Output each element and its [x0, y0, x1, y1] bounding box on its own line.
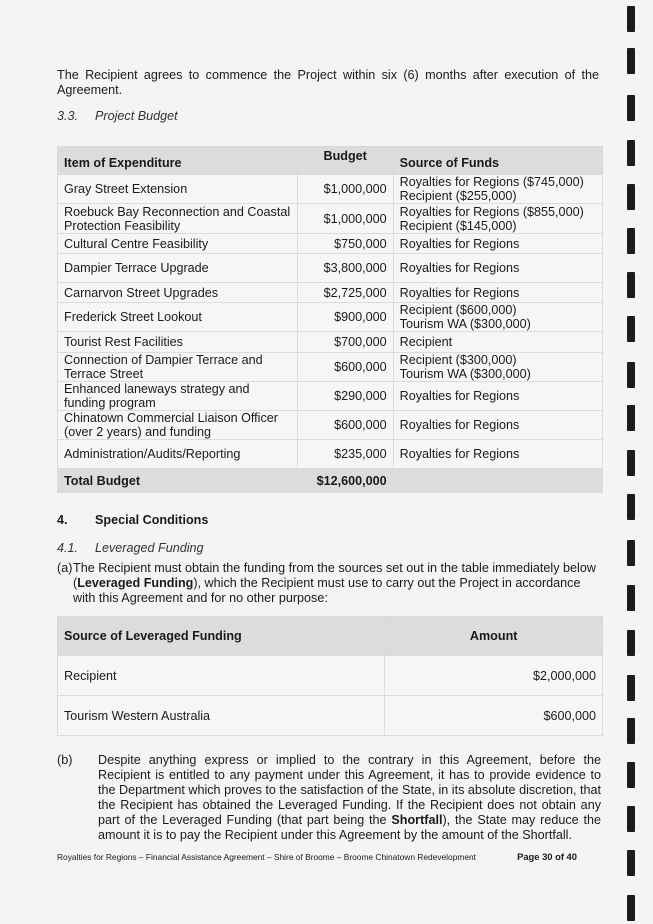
table-row	[58, 382, 603, 411]
source-of-funds-cell	[393, 353, 602, 382]
source-of-funds-cell-line: Royalties for Regions ($855,000)	[399, 204, 584, 219]
budget-amount-cell: $3,800,000	[297, 254, 393, 283]
source-of-funds-cell-line: Royalties for Regions	[399, 389, 520, 403]
paragraph-text: The Recipient must obtain the funding from the sources set out in the table immediately below (	[73, 561, 596, 590]
expenditure-item-cell: Carnarvon Street Upgrades	[58, 283, 298, 303]
table-row	[58, 303, 603, 332]
budget-amount-cell: $1,000,000	[297, 175, 393, 204]
header-source: Source of Funds	[393, 147, 602, 175]
source-of-funds-cell-line: Tourism WA ($300,000)	[399, 317, 531, 331]
project-budget-table	[57, 146, 603, 493]
source-of-funds-cell	[393, 234, 602, 254]
expenditure-item-cell-line: Roebuck Bay Reconnection and Coastal	[64, 204, 291, 219]
paragraph-text: ), which the Recipient must use to carry out the Project in accordance with this Agreement and for no other purpose:	[73, 576, 581, 605]
table-row	[58, 234, 603, 254]
table-row	[58, 332, 603, 353]
table-row	[58, 283, 603, 303]
source-of-funds-cell-line: Royalties for Regions	[399, 236, 520, 251]
subsection-title: Project Budget	[95, 109, 178, 123]
header-budget: Budget	[297, 147, 393, 175]
expenditure-item-cell	[58, 382, 298, 411]
budget-amount-cell: $700,000	[297, 332, 393, 353]
source-of-funds-cell	[393, 303, 602, 332]
expenditure-item-cell: Tourist Rest Facilities	[58, 332, 298, 353]
source-of-funds-cell-line: Recipient ($145,000)	[399, 218, 517, 233]
expenditure-item-cell: Dampier Terrace Upgrade	[58, 254, 298, 283]
total-row	[58, 469, 603, 493]
intro-paragraph: The Recipient agrees to commence the Project within six (6) months after execution of the Agreement.	[57, 68, 599, 97]
source-of-funds-cell	[393, 175, 602, 204]
paragraph-text: Despite anything express or implied to the contrary in this Agreement, before the Recipient is entitled to any payment under this Agreement, it has to provide evidence to the Department which proves to the satisfaction of the State, in its absolute discretion, that the Recipient has obtained the Leveraged Funding. If the Recipient does not obtain any part of the Leveraged Funding (that part being the	[98, 753, 601, 827]
source-of-funds-cell	[393, 204, 602, 234]
section-title: Special Conditions	[95, 513, 209, 527]
source-of-funds-cell-line: Recipient ($255,000)	[399, 189, 517, 203]
binding-holes	[627, 0, 641, 924]
table-row	[58, 696, 603, 736]
table-header-row	[58, 147, 603, 175]
budget-amount-cell: $2,725,000	[297, 283, 393, 303]
paragraph-text: ), the State may reduce the amount it is to pay the Recipient under this Agreement by the amount of the Shortfall.	[98, 813, 602, 842]
defined-term: Leveraged Funding	[77, 576, 194, 590]
table-header-row	[58, 617, 603, 656]
expenditure-item-cell: Administration/Audits/Reporting	[58, 440, 298, 469]
page-footer	[57, 852, 577, 862]
amount-cell: $2,000,000	[385, 656, 603, 696]
source-of-funds-cell-line: Royalties for Regions	[399, 447, 520, 461]
source-of-funds-cell-line: Recipient ($600,000)	[399, 303, 517, 317]
expenditure-item-cell: Cultural Centre Feasibility	[58, 234, 298, 254]
subsection-3-3-heading	[57, 109, 178, 123]
source-of-funds-cell-line: Royalties for Regions ($745,000)	[399, 175, 584, 189]
subsection-number: 3.3.	[57, 109, 79, 123]
table-row	[58, 353, 603, 382]
defined-term: Shortfall	[391, 813, 443, 827]
table-row	[58, 175, 603, 204]
expenditure-item-cell-line: Protection Feasibility	[64, 218, 181, 233]
source-of-funds-cell-line: Recipient ($300,000)	[399, 353, 517, 367]
source-cell: Tourism Western Australia	[58, 696, 385, 736]
total-label: Total Budget	[58, 469, 298, 493]
source-cell: Recipient	[58, 656, 385, 696]
budget-amount-cell: $235,000	[297, 440, 393, 469]
expenditure-item-cell	[58, 353, 298, 382]
paragraph-label: (b)	[57, 753, 73, 767]
expenditure-item-cell-line: Terrace Street	[64, 367, 144, 381]
table-row	[58, 440, 603, 469]
expenditure-item-cell-line: Chinatown Commercial Liaison Officer	[64, 411, 278, 425]
footer-text: Royalties for Regions – Financial Assistance Agreement – Shire of Broome – Broome Chinatown Redevelopment	[57, 852, 476, 862]
subsection-number: 4.1.	[57, 541, 79, 555]
section-4-heading	[57, 513, 208, 527]
source-of-funds-cell	[393, 332, 602, 353]
header-item: Item of Expenditure	[58, 147, 298, 175]
table-row	[58, 204, 603, 234]
expenditure-item-cell	[58, 411, 298, 440]
expenditure-item-cell-line: Connection of Dampier Terrace and	[64, 353, 263, 367]
budget-amount-cell: $600,000	[297, 353, 393, 382]
source-of-funds-cell	[393, 254, 602, 283]
source-of-funds-cell	[393, 283, 602, 303]
budget-amount-cell: $290,000	[297, 382, 393, 411]
expenditure-item-cell-line: funding program	[64, 396, 156, 410]
amount-cell: $600,000	[385, 696, 603, 736]
header-source: Source of Leveraged Funding	[58, 617, 385, 656]
source-of-funds-cell-line: Royalties for Regions	[399, 261, 520, 275]
paragraph-label: (a)	[57, 561, 73, 575]
table-row	[58, 254, 603, 283]
budget-amount-cell: $600,000	[297, 411, 393, 440]
subsection-4-1-heading	[57, 541, 204, 555]
source-of-funds-cell-line: Royalties for Regions	[399, 418, 520, 432]
source-of-funds-cell-line: Royalties for Regions	[399, 285, 520, 300]
paragraph-b	[57, 753, 601, 843]
source-of-funds-cell	[393, 411, 602, 440]
expenditure-item-cell	[58, 204, 298, 234]
table-row	[58, 411, 603, 440]
subsection-title: Leveraged Funding	[95, 541, 204, 555]
total-empty-cell	[393, 469, 602, 493]
expenditure-item-cell-line: (over 2 years) and funding	[64, 425, 212, 439]
expenditure-item-cell: Frederick Street Lookout	[58, 303, 298, 332]
source-of-funds-cell	[393, 382, 602, 411]
budget-amount-cell: $900,000	[297, 303, 393, 332]
source-of-funds-cell	[393, 440, 602, 469]
source-of-funds-cell-line: Recipient	[399, 335, 453, 349]
page-number: Page 30 of 40	[517, 851, 577, 862]
expenditure-item-cell-line: Enhanced laneways strategy and	[64, 382, 250, 396]
total-amount: $12,600,000	[297, 469, 393, 493]
paragraph-a	[57, 561, 601, 606]
section-number: 4.	[57, 513, 68, 527]
table-row	[58, 656, 603, 696]
leveraged-funding-table	[57, 616, 603, 736]
expenditure-item-cell: Gray Street Extension	[58, 175, 298, 204]
budget-amount-cell: $750,000	[297, 234, 393, 254]
header-amount: Amount	[385, 617, 603, 656]
source-of-funds-cell-line: Tourism WA ($300,000)	[399, 367, 531, 381]
budget-amount-cell: $1,000,000	[297, 204, 393, 234]
